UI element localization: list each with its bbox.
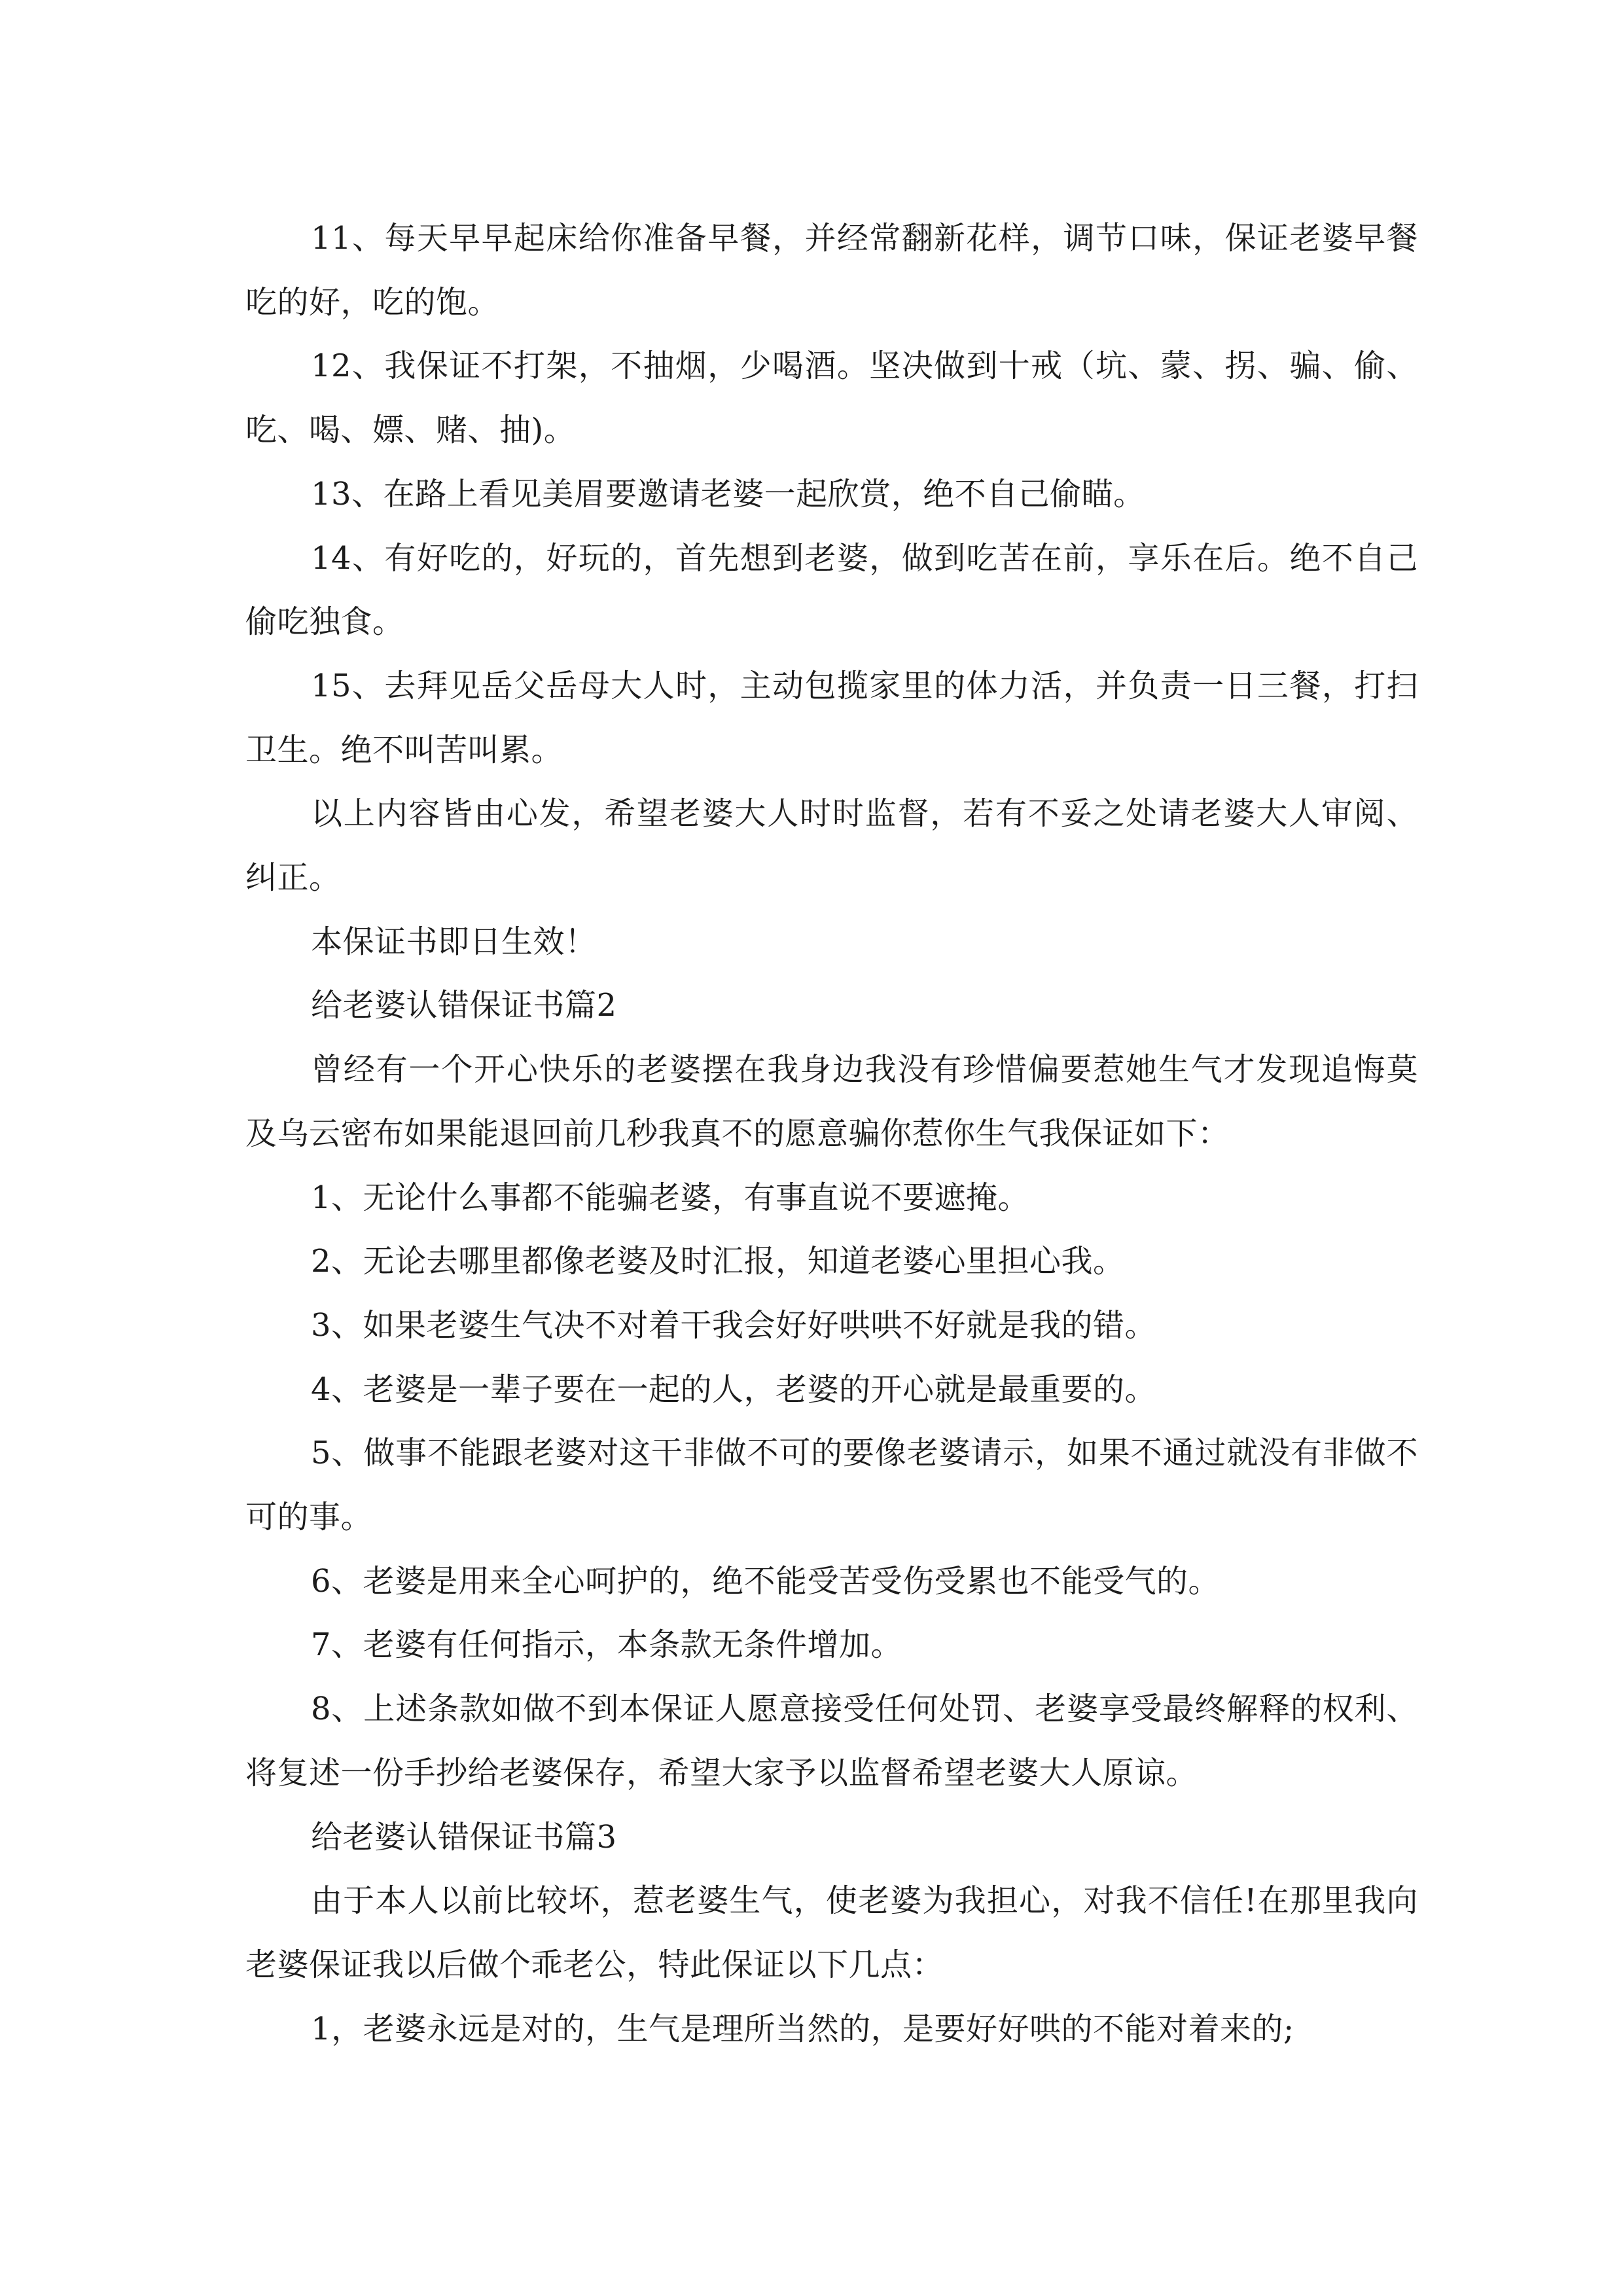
paragraph: 1，老婆永远是对的，生气是理所当然的，是要好好哄的不能对着来的; — [311, 2010, 1294, 2047]
paragraph: 由于本人以前比较坏，惹老婆生气，使老婆为我担心，对我不信任!在那里我向老婆保证我以后做个乖老公，特此保证以下几点： — [245, 1882, 1418, 1983]
paragraph: 5、做事不能跟老婆对这干非做不可的要像老婆请示，如果不通过就没有非做不可的事。 — [245, 1435, 1418, 1536]
paragraph: 本保证书即日生效！ — [311, 923, 597, 960]
paragraph: 1、无论什么事都不能骗老婆，有事直说不要遮掩。 — [311, 1179, 1030, 1216]
paragraph: 12、我保证不打架，不抽烟，少喝酒。坚决做到十戒（坑、蒙、拐、骗、偷、吃、喝、嫖、赌、抽)。 — [245, 348, 1418, 449]
paragraph: 曾经有一个开心快乐的老婆摆在我身边我没有珍惜偏要惹她生气才发现追悔莫及乌云密布如果能退回前几秒我真不的愿意骗你惹你生气我保证如下： — [245, 1051, 1418, 1152]
paragraph: 11、每天早早起床给你准备早餐，并经常翻新花样，调节口味，保证老婆早餐吃的好，吃的饱。 — [245, 220, 1418, 321]
paragraph: 14、有好吃的，好玩的，首先想到老婆，做到吃苦在前，享乐在后。绝不自己偷吃独食。 — [245, 539, 1418, 641]
paragraph: 6、老婆是用来全心呵护的，绝不能受苦受伤受累也不能受气的。 — [311, 1562, 1221, 1600]
paragraph: 2、无论去哪里都像老婆及时汇报，知道老婆心里担心我。 — [311, 1243, 1125, 1280]
paragraph: 以上内容皆由心发，希望老婆大人时时监督，若有不妥之处请老婆大人审阅、纠正。 — [245, 795, 1418, 897]
document-body — [245, 207, 1418, 2061]
paragraph: 7、老婆有任何指示，本条款无条件增加。 — [311, 1626, 903, 1664]
paragraph: 8、上述条款如做不到本保证人愿意接受任何处罚、老婆享受最终解释的权利、将复述一份手抄给老婆保存，希望大家予以监督希望老婆大人原谅。 — [245, 1691, 1418, 1791]
section-heading: 给老婆认错保证书篇2 — [311, 987, 617, 1024]
paragraph: 13、在路上看见美眉要邀请老婆一起欣赏，绝不自己偷瞄。 — [311, 475, 1145, 512]
paragraph: 15、去拜见岳父岳母大人时，主动包揽家里的体力活，并负责一日三餐，打扫卫生。绝不叫苦叫累。 — [245, 667, 1418, 768]
section-heading: 给老婆认错保证书篇3 — [311, 1818, 617, 1856]
paragraph: 3、如果老婆生气决不对着干我会好好哄哄不好就是我的错。 — [311, 1306, 1157, 1344]
paragraph: 4、老婆是一辈子要在一起的人，老婆的开心就是最重要的。 — [311, 1371, 1157, 1408]
